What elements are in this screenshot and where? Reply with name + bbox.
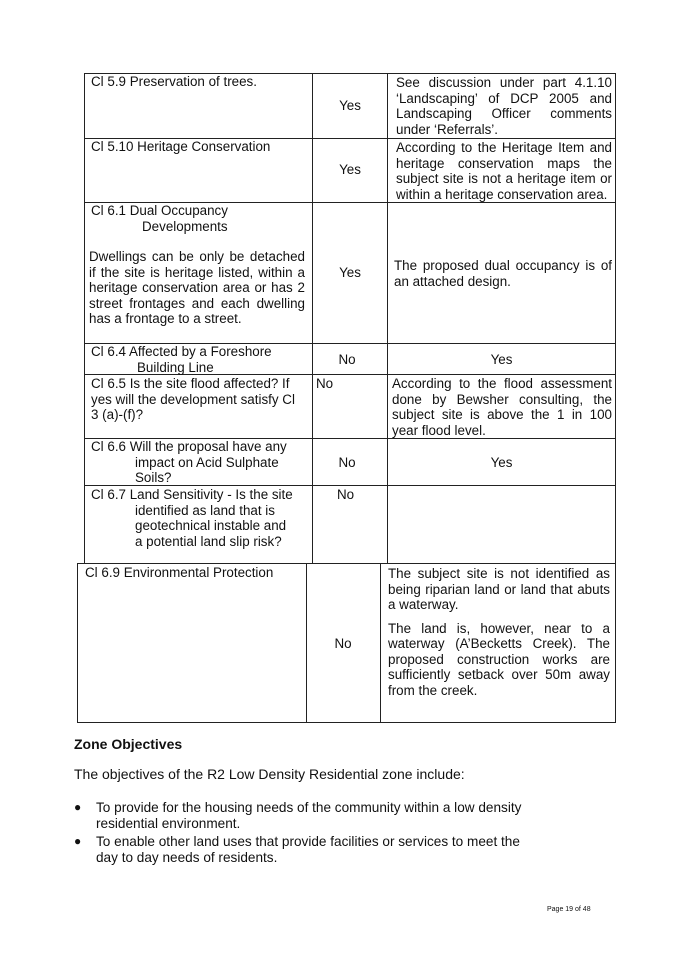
paragraph-gap <box>388 613 610 621</box>
complies-text: No <box>338 455 356 470</box>
clause-cell <box>91 376 306 423</box>
zone-objectives-list <box>74 800 544 868</box>
comment-cell <box>388 455 615 471</box>
clause-cell <box>91 203 306 234</box>
comment-text: Yes <box>490 455 513 470</box>
clause-text: Cl 6.9 Environmental Protection <box>85 565 274 580</box>
complies-text: No <box>338 352 356 367</box>
comment-cell <box>394 258 612 289</box>
page-number: Page 19 of 48 <box>547 906 591 913</box>
complies-cell <box>307 636 379 652</box>
complies-text: No <box>337 487 355 502</box>
complies-text: Yes <box>339 162 361 177</box>
comment-cell <box>388 566 610 698</box>
bullet-icon: ● <box>74 834 82 848</box>
comment-cell <box>388 352 615 368</box>
comment-text: The proposed dual occupancy is of an attached design. <box>394 258 612 289</box>
clause-text: Cl 6.6 Will the proposal have any <box>91 439 287 454</box>
complies-text: No <box>334 636 352 651</box>
comment-text-continued: The land is, however, near to a waterway (A’Becketts Creek). The proposed construction works are sufficiently setback over 50m away from the creek. <box>388 620 610 698</box>
complies-text: Yes <box>339 98 361 113</box>
clause-title-continued: Developments <box>142 218 228 234</box>
comment-text: According to the flood assessment done by Bewsher consulting, the subject site is above the 1 in 100 year flood level. <box>392 376 612 438</box>
complies-cell <box>313 455 381 471</box>
clause-text: Cl 6.5 Is the site flood affected? If yes will the development satisfy Cl 3 (a)-(f)? <box>91 376 295 422</box>
complies-cell <box>313 352 381 368</box>
comment-cell <box>396 140 612 202</box>
zone-objectives-heading: Zone Objectives <box>74 736 183 752</box>
clause-title: Cl 6.1 Dual Occupancy <box>91 203 228 218</box>
clause-text: Cl 5.9 Preservation of trees. <box>91 74 257 89</box>
comment-text: See discussion under part 4.1.10 ‘Landscaping’ of DCP 2005 and Landscaping Officer comments under ‘Referrals’. <box>396 75 612 137</box>
column-divider <box>380 563 381 723</box>
clause-text: Cl 6.7 Land Sensitivity - Is the site <box>91 487 293 502</box>
column-divider <box>84 73 85 563</box>
list-item <box>74 834 544 865</box>
clause-cell <box>91 74 306 90</box>
comment-text: The subject site is not identified as being riparian land or land that abuts a waterway. <box>388 566 610 612</box>
comment-cell <box>396 75 612 137</box>
clause-cell <box>91 344 306 375</box>
clause-text-continued: identified as land that is geotechnical instable and a potential land slip risk? <box>135 502 287 549</box>
clause-cell <box>91 139 306 155</box>
complies-cell <box>313 265 387 281</box>
complies-cell <box>313 98 387 114</box>
complies-text: No <box>316 376 334 391</box>
complies-cell <box>313 162 387 178</box>
clause-cell <box>91 487 306 549</box>
column-divider <box>77 563 78 723</box>
clause-cell <box>85 565 300 581</box>
row-divider <box>77 722 616 723</box>
complies-text: Yes <box>339 265 361 280</box>
comment-text: Yes <box>490 352 513 367</box>
bullet-icon: ● <box>74 800 82 814</box>
clause-text: Cl 6.4 Affected by a Foreshore <box>91 344 272 359</box>
list-item-text: To provide for the housing needs of the community within a low density residential environment. <box>96 800 522 831</box>
clause-text-continued: Building Line <box>137 359 214 375</box>
list-item-text: To enable other land uses that provide facilities or services to meet the day to day needs of residents. <box>96 834 520 865</box>
column-divider <box>615 73 616 723</box>
list-item <box>74 800 544 831</box>
clause-body <box>89 249 305 327</box>
clause-cell <box>91 439 306 486</box>
row-divider <box>78 563 616 564</box>
clause-text-continued: impact on Acid Sulphate Soils? <box>135 454 279 485</box>
complies-cell <box>316 376 376 392</box>
zone-objectives-intro: The objectives of the R2 Low Density Residential zone include: <box>74 766 465 782</box>
clause-text: Cl 5.10 Heritage Conservation <box>91 139 271 154</box>
column-divider <box>387 73 388 563</box>
column-divider <box>312 73 313 563</box>
complies-cell <box>337 487 377 503</box>
comment-text: According to the Heritage Item and heritage conservation maps the subject site is not a heritage item or within a heritage conservation area. <box>396 140 612 202</box>
comment-cell <box>392 376 612 438</box>
clause-body-text: Dwellings can be only be detached if the site is heritage listed, within a heritage conservation area or has 2 street frontages and each dwelling has a frontage to a street. <box>89 249 305 326</box>
